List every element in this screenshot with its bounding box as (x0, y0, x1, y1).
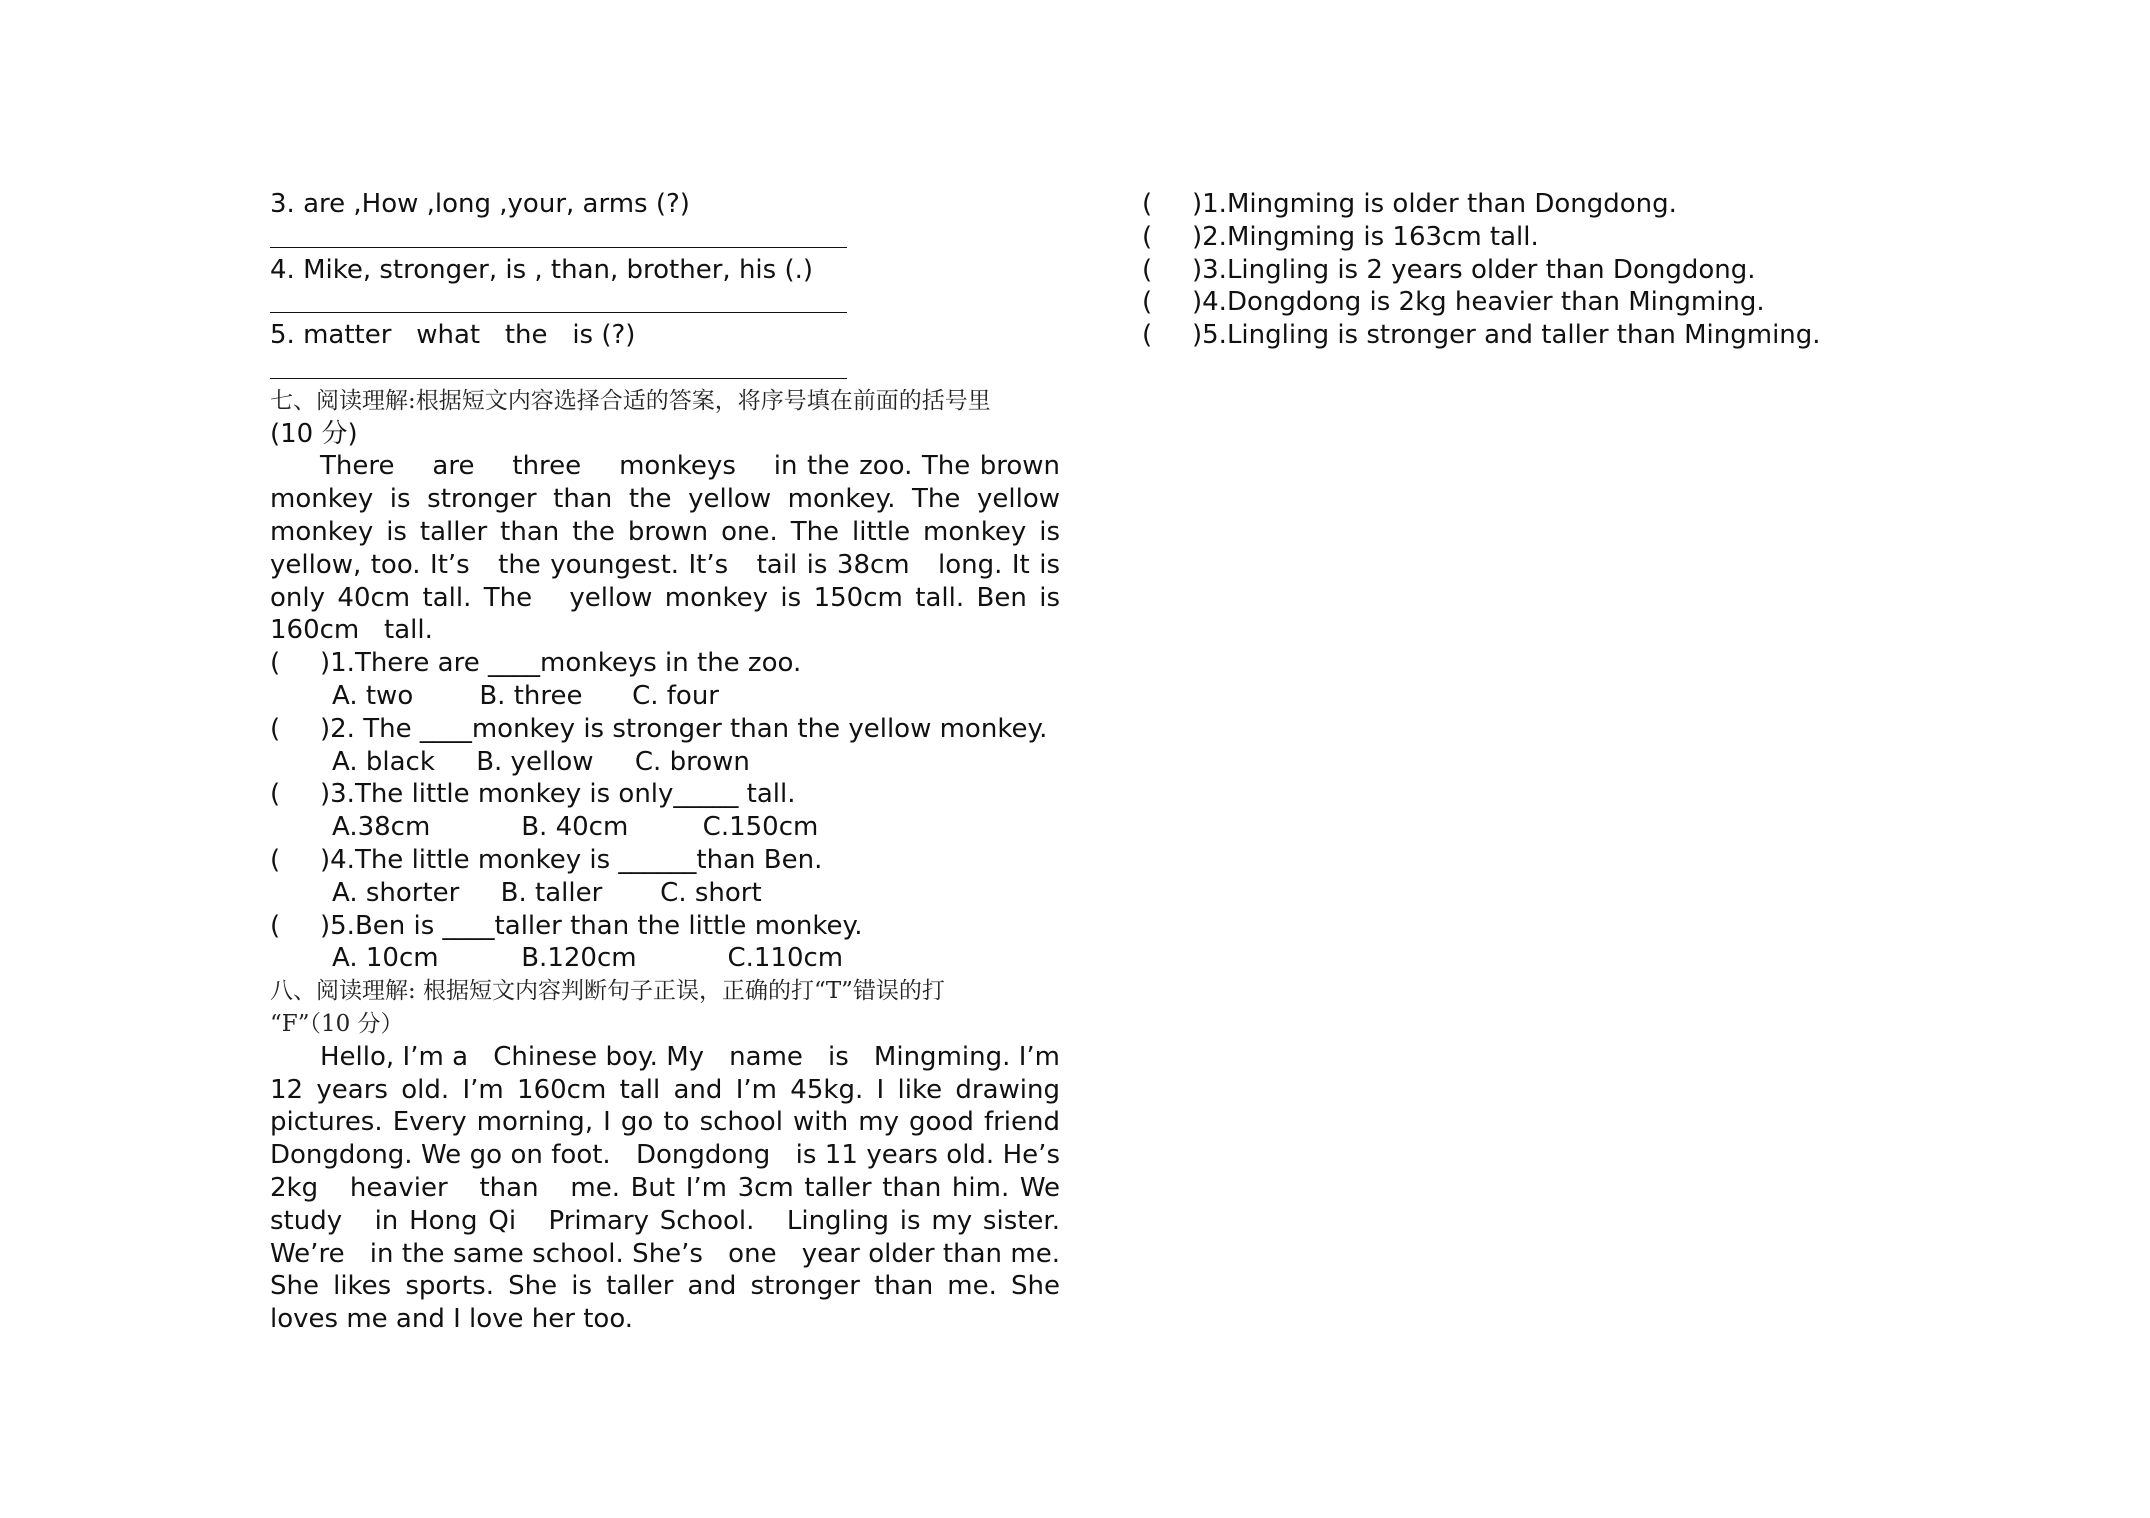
section7-passage-text: There are three monkeys in the zoo. The brown monkey is stronger than the yellow monkey. The yellow monkey is taller than the brown one. The little monkey is yellow, too. It’s the youngest. It’s tail is 38cm long. It is only 40cm tall. The yellow monkey is 150cm tall. Ben is 160cm tall. (270, 451, 1069, 646)
right-column (1142, 188, 2042, 352)
question-options: A. shorter B. taller C. short (332, 877, 762, 908)
statement-text: )3.Lingling is 2 years older than Dongdong. (1192, 254, 1756, 285)
section7-question (270, 647, 1060, 680)
answer-paren[interactable]: ( (1142, 221, 1153, 252)
answer-paren[interactable]: ( (1142, 254, 1153, 285)
statement-text: )5.Lingling is stronger and taller than Mingming. (1192, 320, 1821, 351)
question-stem: )2. The ____monkey is stronger than the yellow monkey. (320, 713, 1048, 744)
section8-statement (1142, 319, 2042, 352)
answer-paren[interactable]: ( (1142, 189, 1153, 219)
answer-paren[interactable]: ( (270, 713, 281, 744)
answer-paren[interactable]: ( (1142, 287, 1153, 318)
section7-heading: 七、阅读理解:根据短文内容选择合适的答案，将序号填在前面的括号里 (270, 387, 991, 414)
question-options: A.38cm B. 40cm C.150cm (332, 812, 819, 843)
section7-question (270, 910, 1060, 943)
section8-heading: 八、阅读理解: 根据短文内容判断句子正误，正确的打“T”错误的打 (270, 978, 945, 1005)
section8-statement (1142, 221, 2042, 254)
question-options: A. black B. yellow C. brown (332, 746, 750, 777)
answer-line-3 (270, 221, 1060, 254)
section8-statement (1142, 254, 2042, 287)
section7-question (270, 844, 1060, 877)
sort-question-4: 4. Mike, stronger, is , than, brother, his (.) (270, 254, 814, 285)
left-column (270, 188, 1069, 1336)
question-stem: )1.There are ____monkeys in the zoo. (320, 648, 802, 679)
question-stem: )5.Ben is ____taller than the little monkey. (320, 910, 863, 941)
section8-passage-text: Hello, I’m a Chinese boy. My name is Mingming. I’m 12 years old. I’m 160cm tall and I’m 45kg. I like drawing pictures. Every morning, I go to school with my good friend Dongdong. We go on foot. Dongdong is 11 years old. He’s 2kg heavier than me. But I’m 3cm taller than him. We study in Hong Qi Primary School. Lingling is my sister. We’re in the same school. She’s one year older than me. She likes sports. She is taller and stronger than me. She loves me and I love her too. (270, 1041, 1069, 1335)
question-options: A. two B. three C. four (332, 680, 719, 711)
section7-score: (10 分) (270, 418, 358, 449)
answer-paren[interactable]: ( (1142, 320, 1153, 351)
answer-paren[interactable]: ( (270, 844, 281, 875)
question-stem: )4.The little monkey is ______than Ben. (320, 844, 823, 875)
answer-paren[interactable]: ( (270, 648, 281, 679)
answer-line-5 (270, 352, 1060, 385)
question-options: A. 10cm B.120cm C.110cm (332, 943, 844, 974)
statement-text: )1.Mingming is older than Dongdong. (1192, 189, 1677, 219)
answer-paren[interactable]: ( (270, 779, 281, 810)
question-stem: )3.The little monkey is only_____ tall. (320, 779, 796, 810)
statement-text: )2.Mingming is 163cm tall. (1192, 221, 1539, 252)
statement-text: )4.Dongdong is 2kg heavier than Mingming. (1192, 287, 1765, 318)
section8-passage (270, 1041, 1069, 1336)
sort-question-3: 3. are ,How ,long ,your, arms (?) (270, 189, 690, 219)
section7-question-list (270, 647, 1060, 975)
section7-question (270, 778, 1060, 811)
sort-question-5: 5. matter what the is (?) (270, 320, 636, 351)
section7-question (270, 713, 1060, 746)
section7-passage (270, 450, 1069, 647)
answer-line-4 (270, 286, 1060, 319)
section8-statement (1142, 188, 2042, 221)
section8-score: “F”（10 分） (270, 1010, 404, 1037)
section8-statement (1142, 286, 2042, 319)
answer-paren[interactable]: ( (270, 910, 281, 941)
